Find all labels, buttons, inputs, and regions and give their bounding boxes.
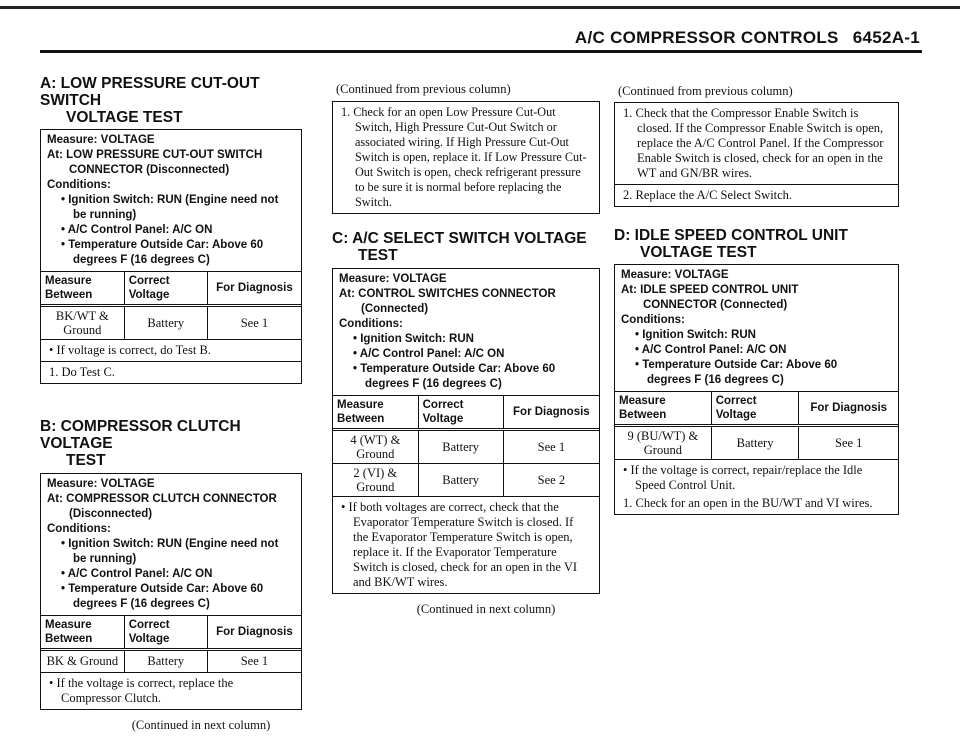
section-d-steps	[615, 496, 898, 514]
section-b-at-line1: At: COMPRESSOR CLUTCH CONNECTOR	[47, 493, 277, 505]
section-d-row-voltage: Battery	[711, 426, 799, 460]
section-a-spec	[41, 130, 301, 271]
section-d-header-between: Measure Between	[615, 392, 711, 426]
section-d-title-line1: D: IDLE SPEED CONTROL UNIT	[614, 227, 848, 244]
section-c-row1-between: 4 (WT) & Ground	[333, 430, 418, 464]
section-b-title-line1: B: COMPRESSOR CLUTCH VOLTAGE	[40, 418, 241, 452]
section-c-row2-diagnosis: See 2	[503, 464, 599, 497]
section-c-measure: Measure: VOLTAGE	[339, 273, 447, 285]
section-d-title-line2: VOLTAGE TEST	[640, 244, 757, 261]
section-b-header-voltage: Correct Voltage	[124, 616, 207, 650]
section-c-row2-voltage: Battery	[418, 464, 503, 497]
header-rule	[40, 50, 922, 53]
section-b-at-line2: (Disconnected)	[69, 508, 153, 520]
section-a-title-line1: A: LOW PRESSURE CUT-OUT SWITCH	[40, 75, 260, 109]
section-b-title-line2: TEST	[66, 452, 106, 469]
section-d-at-line2: CONNECTOR (Connected)	[643, 299, 788, 311]
section-a-cond1-line2: be running)	[73, 209, 137, 221]
section-d-step1: 1. Check for an open in the BU/WT and VI wires.	[623, 496, 873, 510]
section-a-steps	[41, 361, 301, 383]
column-3-steps-1	[615, 103, 898, 184]
column-2-continued-from: (Continued from previous column)	[336, 82, 511, 96]
section-c-header-voltage: Correct Voltage	[418, 396, 503, 430]
section-d-note-text: • If the voltage is correct, repair/replace the Idle Speed Control Unit.	[623, 463, 863, 492]
section-a-row-voltage: Battery	[124, 306, 207, 340]
section-c-conditions: Conditions:	[339, 318, 403, 330]
section-a-step1: 1. Do Test C.	[49, 365, 115, 379]
table-row	[41, 650, 301, 672]
section-a-conditions: Conditions:	[47, 179, 111, 191]
section-a-cond3-line2: degrees F (16 degrees C)	[73, 254, 210, 266]
section-b-title	[40, 418, 302, 469]
section-a-title-line2: VOLTAGE TEST	[66, 109, 183, 126]
section-b-row-voltage: Battery	[124, 650, 207, 672]
section-c-note-text: • If both voltages are correct, check that the Evaporator Temperature Switch is closed. If the Evaporator Temperature Switch is open, replace it. If the Evaporator Temperature Switch is closed, check for an open in the VI and BK/WT wires.	[341, 500, 578, 589]
section-a-header-voltage: Correct Voltage	[124, 272, 207, 306]
section-d-cond2: • A/C Control Panel: A/C ON	[635, 344, 787, 356]
section-d-header-voltage: Correct Voltage	[711, 392, 799, 426]
page-header-title: A/C COMPRESSOR CONTROLS	[574, 28, 839, 47]
section-c-title	[332, 230, 600, 264]
column-2-continued-box	[332, 101, 600, 214]
section-a-measure: Measure: VOLTAGE	[47, 134, 155, 146]
section-d-table	[615, 391, 898, 459]
column-3-continued-box	[614, 102, 899, 207]
section-d-cond3-line1: • Temperature Outside Car: Above 60	[635, 359, 838, 371]
section-c-cond1: • Ignition Switch: RUN	[353, 333, 474, 345]
section-d-title	[614, 227, 899, 261]
section-b-cond2: • A/C Control Panel: A/C ON	[61, 568, 213, 580]
section-a-at-line1: At: LOW PRESSURE CUT-OUT SWITCH	[47, 149, 263, 161]
column-2-step1: 1. Check for an open Low Pressure Cut-Out Switch, High Pressure Cut-Out Switch or associated wiring. If High Pressure Cut-Out Switch is open, replace it. If Low Pressure Cut-Out Switch is open, check refrigerant pressure to be sure it is normal before replacing the Switch.	[341, 105, 587, 209]
page-number: 6452A-1	[852, 28, 920, 47]
section-c-at-line2: (Connected)	[361, 303, 429, 315]
section-b-row-diagnosis: See 1	[207, 650, 301, 672]
column-1	[40, 75, 302, 733]
section-d-cond3-line2: degrees F (16 degrees C)	[647, 374, 784, 386]
column-3-continued-from: (Continued from previous column)	[618, 84, 793, 98]
section-d-row-diagnosis: See 1	[799, 426, 898, 460]
section-d-box	[614, 264, 899, 515]
table-row	[615, 426, 898, 460]
section-a-row-between: BK/WT & Ground	[41, 306, 124, 340]
section-b-conditions: Conditions:	[47, 523, 111, 535]
column-2-continued-next: (Continued in next column)	[416, 602, 556, 616]
section-b-cond1-line2: be running)	[73, 553, 137, 565]
section-b-table	[41, 615, 301, 672]
section-c-row1-voltage: Battery	[418, 430, 503, 464]
section-c-row2-between: 2 (VI) & Ground	[333, 464, 418, 497]
section-d-header-diagnosis: For Diagnosis	[799, 392, 898, 426]
section-a-note: • If voltage is correct, do Test B.	[41, 339, 301, 361]
section-d-measure: Measure: VOLTAGE	[621, 269, 729, 281]
section-a-box	[40, 129, 302, 384]
section-d-row-between: 9 (BU/WT) & Ground	[615, 426, 711, 460]
section-b-spec	[41, 474, 301, 615]
table-row	[41, 306, 301, 340]
section-a-cond1-line1: • Ignition Switch: RUN (Engine need not	[61, 194, 279, 206]
section-a-cond2: • A/C Control Panel: A/C ON	[61, 224, 213, 236]
section-c-table	[333, 395, 599, 496]
section-c-cond3-line2: degrees F (16 degrees C)	[365, 378, 502, 390]
section-a-cond3-line1: • Temperature Outside Car: Above 60	[61, 239, 264, 251]
section-c-cond3-line1: • Temperature Outside Car: Above 60	[353, 363, 556, 375]
column-2-steps	[333, 102, 599, 213]
section-d-at-line1: At: IDLE SPEED CONTROL UNIT	[621, 284, 799, 296]
section-c-at-line1: At: CONTROL SWITCHES CONNECTOR	[339, 288, 556, 300]
section-b-measure: Measure: VOLTAGE	[47, 478, 155, 490]
section-c-title-line2: TEST	[358, 247, 398, 264]
section-c-note	[333, 496, 599, 593]
table-row	[333, 464, 599, 497]
section-d-spec	[615, 265, 898, 391]
column-2	[332, 82, 600, 617]
section-d-note	[615, 459, 898, 496]
section-a-table	[41, 271, 301, 339]
section-b-cond3-line2: degrees F (16 degrees C)	[73, 598, 210, 610]
section-b-header-diagnosis: For Diagnosis	[207, 616, 301, 650]
section-a-title	[40, 75, 302, 126]
section-b-box	[40, 473, 302, 710]
section-b-continued: (Continued in next column)	[131, 717, 271, 732]
section-c-header-diagnosis: For Diagnosis	[503, 396, 599, 430]
section-a-row-diagnosis: See 1	[207, 306, 301, 340]
section-c-spec	[333, 269, 599, 395]
column-3	[614, 84, 899, 515]
column-3-step1: 1. Check that the Compressor Enable Switch is closed. If the Compressor Enable Switch is open, replace the A/C Control Panel. If the Compressor Enable Switch is closed, check for an open in the WT and GN/BR wires.	[623, 106, 884, 180]
section-a-at-line2: CONNECTOR (Disconnected)	[69, 164, 230, 176]
section-b-note-text: • If the voltage is correct, replace the Compressor Clutch.	[49, 675, 234, 705]
section-c-box	[332, 268, 600, 594]
section-a-header-diagnosis: For Diagnosis	[207, 272, 301, 306]
top-rule	[0, 6, 960, 9]
section-b-cond3-line1: • Temperature Outside Car: Above 60	[61, 583, 264, 595]
page-header	[575, 28, 920, 48]
column-3-steps-2	[615, 184, 898, 206]
section-c-cond2: • A/C Control Panel: A/C ON	[353, 348, 505, 360]
section-b-row-between: BK & Ground	[41, 650, 124, 672]
column-3-step2: 2. Replace the A/C Select Switch.	[623, 188, 793, 202]
section-c-header-between: Measure Between	[333, 396, 418, 430]
section-d-conditions: Conditions:	[621, 314, 685, 326]
section-c-row1-diagnosis: See 1	[503, 430, 599, 464]
section-d-cond1: • Ignition Switch: RUN	[635, 329, 756, 341]
table-row	[333, 430, 599, 464]
section-b-header-between: Measure Between	[41, 616, 124, 650]
section-c-title-line1: C: A/C SELECT SWITCH VOLTAGE	[332, 230, 587, 247]
section-b-cond1-line1: • Ignition Switch: RUN (Engine need not	[61, 538, 279, 550]
section-a-header-between: Measure Between	[41, 272, 124, 306]
section-b-note	[41, 672, 301, 709]
